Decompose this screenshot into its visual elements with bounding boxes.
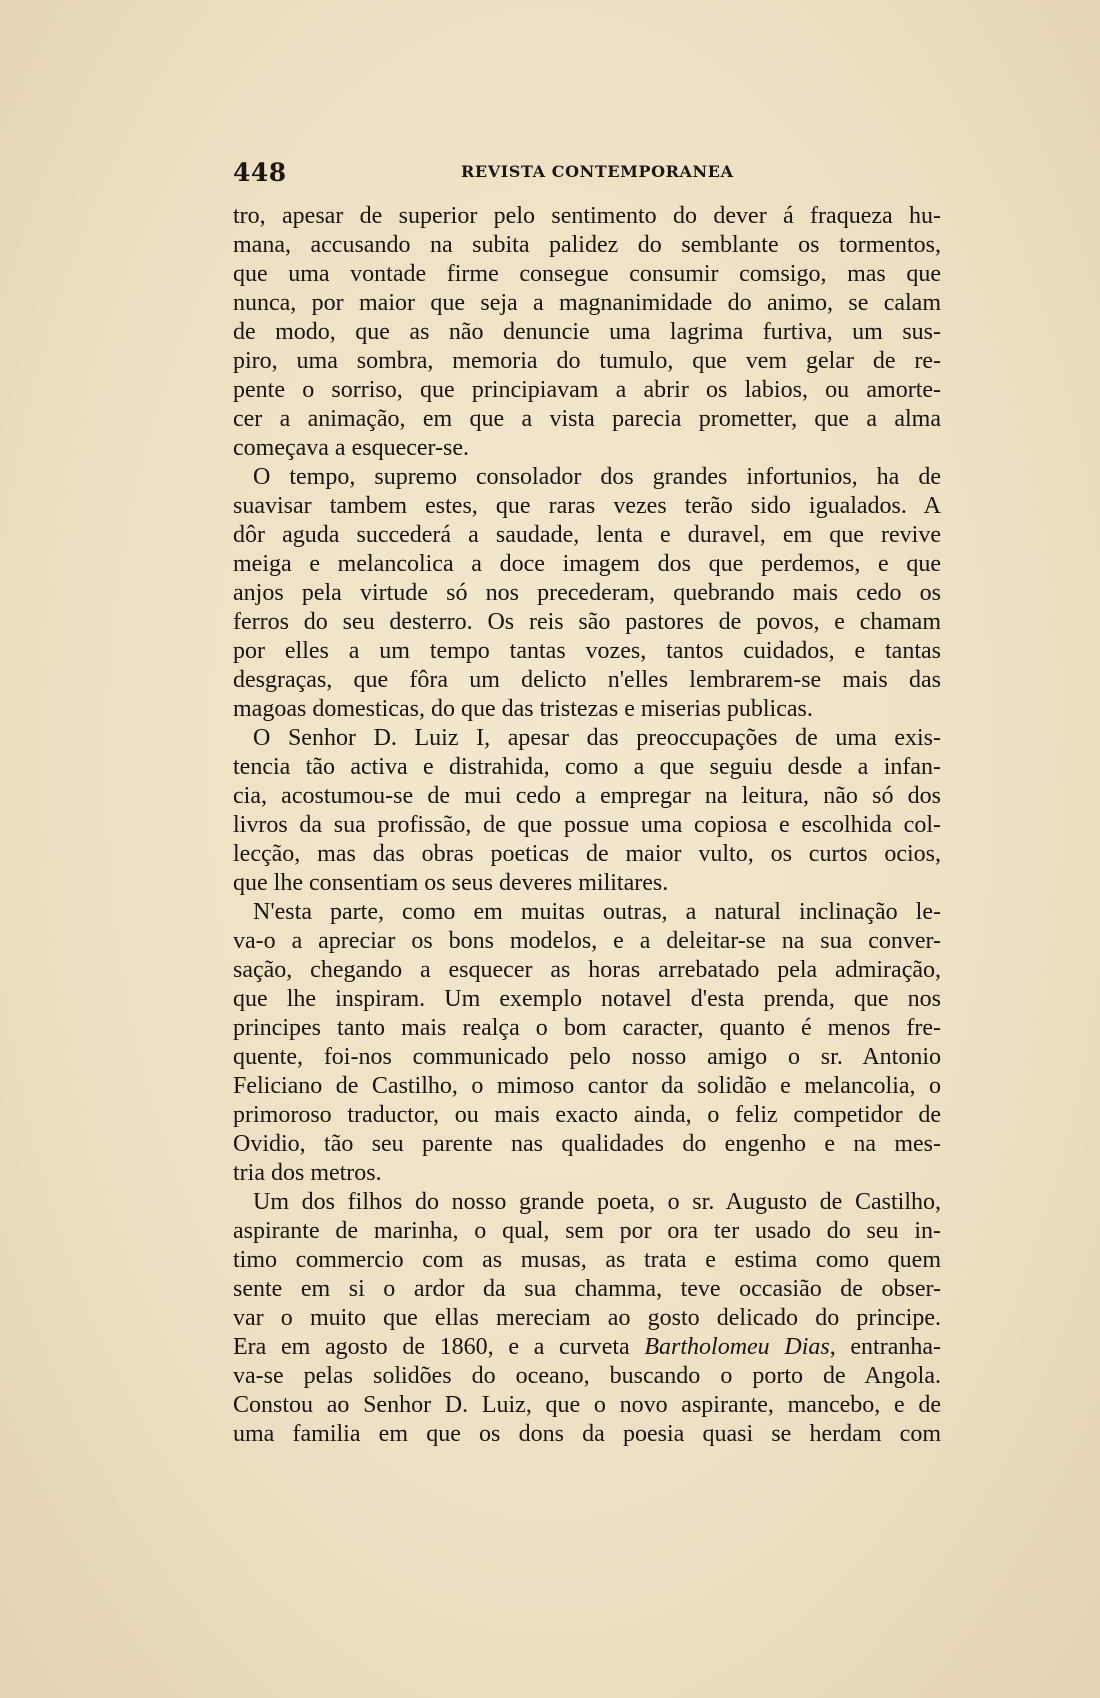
running-head: REVISTA CONTEMPORANEA: [461, 162, 734, 181]
text-line: var o muito que ellas mereciam ao gosto delicado do principe.: [233, 1305, 941, 1331]
text-line: sente em si o ardor da sua chamma, teve occasião de obser-: [233, 1276, 941, 1302]
text-line: pente o sorriso, que principiavam a abrir os labios, ou amorte-: [233, 377, 941, 403]
text-line: timo commercio com as musas, as trata e estima como quem: [233, 1247, 941, 1273]
text-line: cia, acostumou-se de mui cedo a empregar na leitura, não só dos: [233, 783, 941, 809]
text-line: Ovidio, tão seu parente nas qualidades do engenho e na mes-: [233, 1131, 941, 1157]
text-line: magoas domesticas, do que das tristezas e miserias publicas.: [233, 696, 813, 722]
text-line: cer a animação, em que a vista parecia prometter, que a alma: [233, 406, 941, 432]
text-line: desgraças, que fôra um delicto n'elles lembrarem-se mais das: [233, 667, 941, 693]
text-line: O Senhor D. Luiz I, apesar das preoccupações de uma exis-: [253, 725, 941, 751]
page-header: [233, 158, 951, 188]
text-line: suavisar tambem estes, que raras vezes terão sido igualados. A: [233, 493, 941, 519]
text-line: Um dos filhos do nosso grande poeta, o sr. Augusto de Castilho,: [253, 1189, 941, 1215]
text-line: que uma vontade firme consegue consumir comsigo, mas que: [233, 261, 941, 287]
text-line: primoroso traductor, ou mais exacto ainda, o feliz competidor de: [233, 1102, 941, 1128]
text-line: piro, uma sombra, memoria do tumulo, que vem gelar de re-: [233, 348, 941, 374]
text-line: começava a esquecer-se.: [233, 435, 470, 461]
text-line: sação, chegando a esquecer as horas arrebatado pela admiração,: [233, 957, 941, 983]
text-line: tria dos metros.: [233, 1160, 382, 1186]
text-line: va-o a apreciar os bons modelos, e a deleitar-se na sua conver-: [233, 928, 941, 954]
text-line: tencia tão activa e distrahida, como a que seguiu desde a infan-: [233, 754, 941, 780]
text-line: que lhe inspiram. Um exemplo notavel d'esta prenda, que nos: [233, 986, 941, 1012]
text-line: Feliciano de Castilho, o mimoso cantor da solidão e melancolia, o: [233, 1073, 941, 1099]
text-line: ferros do seu desterro. Os reis são pastores de povos, e chamam: [233, 609, 941, 635]
text-line: aspirante de marinha, o qual, sem por ora ter usado do seu in-: [233, 1218, 941, 1244]
text-line: O tempo, supremo consolador dos grandes infortunios, ha de: [253, 464, 941, 490]
body-text: [233, 202, 941, 1449]
text-line: va-se pelas solidões do oceano, buscando o porto de Angola.: [233, 1363, 941, 1389]
ship-name: Bartholomeu Dias: [644, 1334, 830, 1360]
text-line: quente, foi-nos communicado pelo nosso amigo o sr. Antonio: [233, 1044, 941, 1070]
text-line: Constou ao Senhor D. Luiz, que o novo aspirante, mancebo, e de: [233, 1392, 941, 1418]
page-number: 448: [233, 158, 287, 187]
text-line: tro, apesar de superior pelo sentimento do dever á fraqueza hu-: [233, 203, 941, 229]
text-line: que lhe consentiam os seus deveres militares.: [233, 870, 669, 896]
text-line: livros da sua profissão, de que possue uma copiosa e escolhida col-: [233, 812, 941, 838]
text-line: lecção, mas das obras poeticas de maior vulto, os curtos ocios,: [233, 841, 941, 867]
text-line: mana, accusando na subita palidez do semblante os tormentos,: [233, 232, 941, 258]
text-line: Era em agosto de 1860, e a curveta Bartholomeu Dias, entranha-: [233, 1334, 942, 1360]
text-line: de modo, que as não denuncie uma lagrima furtiva, um sus-: [233, 319, 941, 345]
text-line: dôr aguda succederá a saudade, lenta e duravel, em que revive: [233, 522, 941, 548]
text-line: uma familia em que os dons da poesia quasi se herdam com: [233, 1421, 941, 1447]
text-line: anjos pela virtude só nos precederam, quebrando mais cedo os: [233, 580, 941, 606]
text-line: N'esta parte, como em muitas outras, a natural inclinação le-: [253, 899, 941, 925]
text-line: meiga e melancolica a doce imagem dos que perdemos, e que: [233, 551, 941, 577]
text-line: nunca, por maior que seja a magnanimidade do animo, se calam: [233, 290, 941, 316]
text-line: por elles a um tempo tantas vozes, tantos cuidados, e tantas: [233, 638, 941, 664]
text-line: principes tanto mais realça o bom caracter, quanto é menos fre-: [233, 1015, 941, 1041]
